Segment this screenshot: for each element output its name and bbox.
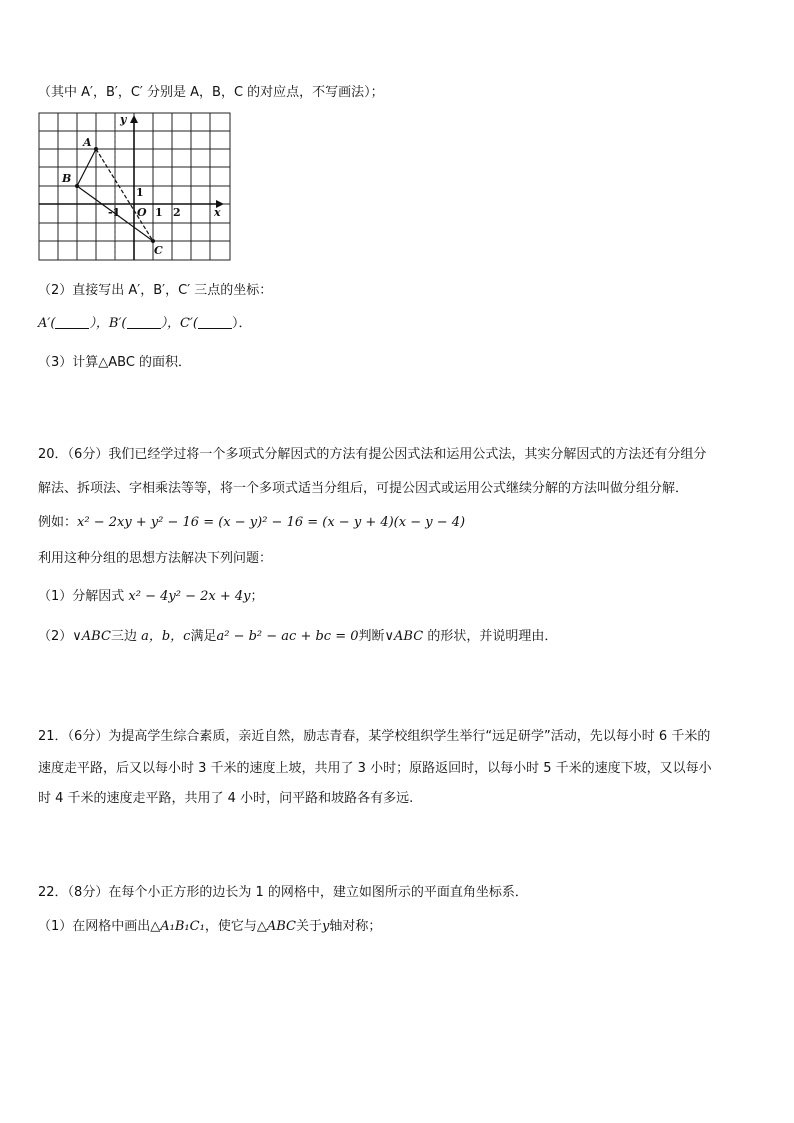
label-b: B <box>62 172 72 185</box>
coord-a-label: A′( <box>38 316 56 331</box>
part1-end: ； <box>250 589 264 604</box>
q20-line4: 利用这种分组的思想方法解决下列问题： <box>38 551 273 566</box>
q20-line1: 20．（6分）我们已经学过将一个多项式分解因式的方法有提公因式法和运用公式法，其实分解因式的方法还有分组分 <box>38 447 707 462</box>
blank-a[interactable] <box>55 316 89 329</box>
q20-part1 <box>38 588 264 606</box>
q22-line1: 22．（8分）在每个小正方形的边长为 1 的网格中，建立如图所示的平面直角坐标系． <box>38 885 528 900</box>
q22-part1-label: （1）在网格中画出△ <box>38 919 161 934</box>
q22-triangle-abc: ABC <box>266 919 296 934</box>
part2-end: 的形状，并说明理由． <box>427 629 558 644</box>
q20-example <box>38 514 465 532</box>
point-a <box>94 147 98 151</box>
part2-triangle: ∨ABC <box>72 629 111 644</box>
example-label: 例如： <box>38 515 78 530</box>
label-y: y <box>120 113 127 126</box>
part2-sides: a，b，c <box>141 629 191 644</box>
q19-coordinates <box>38 315 252 333</box>
tick-neg1: -1 <box>108 206 121 219</box>
label-c: C <box>154 244 163 257</box>
q19-part3: （3）计算△ABC 的面积． <box>38 355 192 370</box>
coord-c-label: ），C′( <box>160 316 198 331</box>
label-a: A <box>83 136 92 149</box>
part2-mid3: 判断 <box>358 629 385 644</box>
label-origin: O <box>137 206 147 219</box>
tick-1x: 1 <box>155 206 163 219</box>
q19-part2: （2）直接写出 A′，B′，C′ 三点的坐标： <box>38 283 273 298</box>
y-axis-arrow-icon <box>130 115 138 123</box>
q20-line2: 解法、拆项法、字相乘法等等，将一个多项式适当分组后，可提公因式或运用公式继续分解的方法叫做分组分解． <box>38 481 689 496</box>
q21-line3: 时 4 千米的速度走平路，共用了 4 小时，问平路和坡路各有多远. <box>38 791 414 806</box>
part2-mid1: 三边 <box>110 629 137 644</box>
blank-c[interactable] <box>198 316 232 329</box>
tick-2x: 2 <box>173 206 181 219</box>
q22-y-axis: y <box>321 919 330 934</box>
q22-part1-end: 轴对称； <box>329 919 382 934</box>
coord-end: ）． <box>231 316 252 331</box>
blank-b[interactable] <box>127 316 161 329</box>
q21-line2: 速度走平路，后又以每小时 3 千米的速度上坡，共用了 3 小时；原路返回时，以每小时 5 千米的速度下坡，又以每小 <box>38 761 712 776</box>
q19-note: （其中 A′，B′，C′ 分别是 A，B，C 的对应点，不写画法）； <box>38 85 384 100</box>
point-c <box>151 239 155 243</box>
tick-1y: 1 <box>136 186 144 199</box>
part1-label: （1）分解因式 <box>38 589 125 604</box>
part2-triangle2: ∨ABC <box>384 629 424 644</box>
point-b <box>75 184 79 188</box>
coordinate-grid-figure <box>38 112 234 264</box>
part2-expression: a² − b² − ac + bc = 0 <box>216 629 359 644</box>
example-expression: x² − 2xy + y² − 16 = (x − y)² − 16 = (x − y + 4)(x − y − 4) <box>77 515 466 530</box>
part1-expression: x² − 4y² − 2x + 4y <box>128 589 251 604</box>
coord-b-label: ），B′( <box>89 316 127 331</box>
label-x: x <box>214 206 221 219</box>
part2-mid2: 满足 <box>190 629 217 644</box>
q22-triangle-a1b1c1: A₁B₁C₁ <box>160 919 205 934</box>
q22-part1-mid: ，使它与△ <box>204 919 267 934</box>
q22-part1-mid2: 关于 <box>295 919 322 934</box>
q21-line1: 21．（6分）为提高学生综合素质，亲近自然，励志青春，某学校组织学生举行“远足研学”活动，先以每小时 6 千米的 <box>38 729 711 744</box>
q20-part2 <box>38 628 557 646</box>
part2-label: （2） <box>38 629 73 644</box>
q22-part1 <box>38 918 381 936</box>
